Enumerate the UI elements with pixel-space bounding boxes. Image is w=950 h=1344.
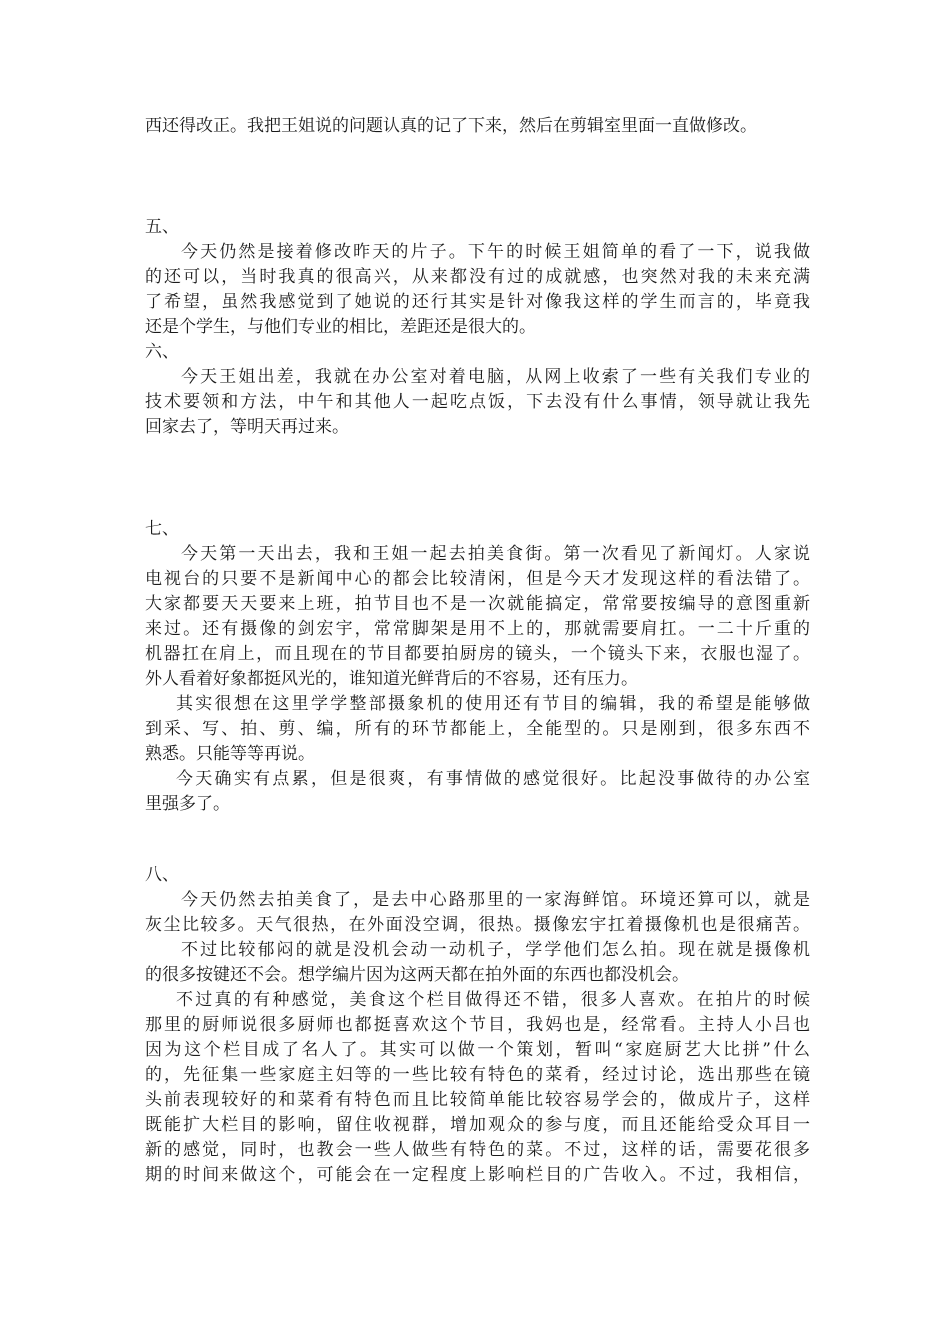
text-line: 的还可以，当时我真的很高兴，从来都没有过的成就感，也突然对我的未来充满	[145, 267, 810, 287]
text-line: 的，先征集一些家庭主妇等的一些比较有特色的菜肴，经过讨论，选出那些在镜	[145, 1065, 810, 1085]
text-line: 到采、写、拍、剪、编，所有的环节都能上，全能型的。只是刚到，很多东西不	[145, 719, 810, 739]
text-line: 大家都要天天要来上班，拍节目也不是一次就能搞定，常常要按编导的意图重新	[145, 594, 810, 614]
text-line: 今天仍然去拍美食了，是去中心路那里的一家海鲜馆。环境还算可以，就是	[181, 890, 810, 910]
text-line: 外人看着好象都挺风光的，谁知道光鲜背后的不容易，还有压力。	[145, 669, 638, 689]
text-line: 电视台的只要不是新闻中心的都会比较清闲，但是今天才发现这样的看法错了。	[145, 569, 810, 589]
text-line: 头前表现较好的和菜肴有特色而且比较简单能比较容易学会的，做成片子，这样	[145, 1090, 810, 1110]
section-heading: 八、	[145, 865, 179, 885]
text-line: 今天王姐出差，我就在办公室对着电脑，从网上收索了一些有关我们专业的	[181, 367, 810, 387]
section-heading: 六、	[145, 342, 179, 362]
text-line: 技术要领和方法，中午和其他人一起吃点饭，下去没有什么事情，领导就让我先	[145, 392, 810, 412]
text-line: 灰尘比较多。天气很热，在外面没空调，很热。摄像宏宇扛着摄像机也是很痛苦。	[145, 915, 810, 935]
text-line: 来过。还有摄像的剑宏宇，常常脚架是用不上的，那就需要肩扛。一二十斤重的	[145, 619, 810, 639]
text-line: 期的时间来做这个，可能会在一定程度上影响栏目的广告收入。不过，我相信，	[145, 1165, 810, 1185]
text-line: 西还得改正。我把王姐说的问题认真的记了下来，然后在剪辑室里面一直做修改。	[145, 116, 757, 136]
section-heading: 五、	[145, 217, 179, 237]
text-line: 那里的厨师说很多厨师也都挺喜欢这个节目，我妈也是，经常看。主持人小吕也	[145, 1015, 810, 1035]
text-line: 既能扩大栏目的影响，留住收视群，增加观众的参与度，而且还能给受众耳目一	[145, 1115, 810, 1135]
text-line: 的很多按键还不会。想学编片因为这两天都在拍外面的东西也都没机会。	[145, 965, 689, 985]
text-line: 今天第一天出去，我和王姐一起去拍美食街。第一次看见了新闻灯。人家说	[181, 544, 810, 564]
text-line: 不过真的有种感觉，美食这个栏目做得还不错，很多人喜欢。在拍片的时候	[176, 990, 810, 1010]
text-line: 新的感觉，同时，也教会一些人做些有特色的菜。不过，这样的话，需要花很多	[145, 1140, 810, 1160]
text-line: 机器扛在肩上，而且现在的节目都要拍厨房的镜头，一个镜头下来，衣服也湿了。	[145, 644, 810, 664]
text-line: 里强多了。	[145, 794, 230, 814]
text-line: 因为这个栏目成了名人了。其实可以做一个策划，暂叫“家庭厨艺大比拼”什么	[145, 1040, 810, 1060]
text-line: 还是个学生，与他们专业的相比，差距还是很大的。	[145, 317, 536, 337]
section-heading: 七、	[145, 519, 179, 539]
text-line: 不过比较郁闷的就是没机会动一动机子，学学他们怎么拍。现在就是摄像机	[181, 940, 810, 960]
text-line: 熟悉。只能等等再说。	[145, 744, 315, 764]
text-line: 回家去了，等明天再过来。	[145, 417, 349, 437]
text-line: 了希望，虽然我感觉到了她说的还行其实是针对像我这样的学生而言的，毕竟我	[145, 292, 810, 312]
text-line: 今天仍然是接着修改昨天的片子。下午的时候王姐简单的看了一下，说我做	[181, 242, 810, 262]
text-line: 今天确实有点累，但是很爽，有事情做的感觉很好。比起没事做待的办公室	[176, 769, 810, 789]
text-line: 其实很想在这里学学整部摄象机的使用还有节目的编辑，我的希望是能够做	[176, 694, 810, 714]
